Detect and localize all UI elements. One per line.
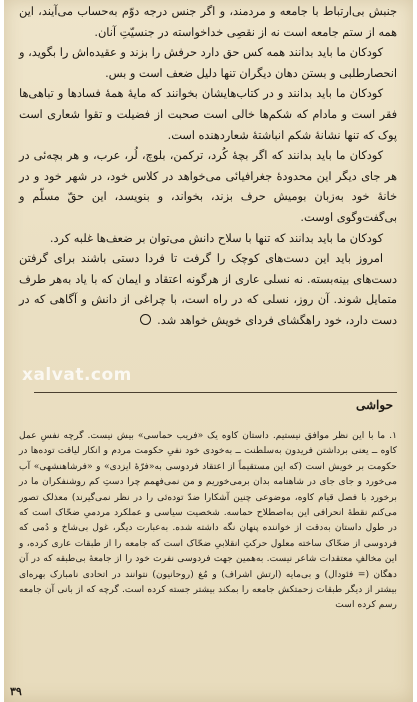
paragraph-6	[19, 249, 397, 331]
paragraph-4: کودکان ما باید بدانند که اگر بچۀ کُرد، ترکمن، بلوچ، لُر، عرب، و هر بچه‌ئی در هر جای دیگر این محدودۀ جغرافیائی می‌خواهد در کلاس خود، در شهر خود و در خانۀ خود به‌زبان بومیش حرف بزند، بخواند، و بنویسد، این حقّ مسلّم و بی‌گفت‌وگوی اوست.	[19, 149, 397, 224]
watermark: xalvat.com	[22, 365, 132, 385]
paragraph-2: کودکان ما باید بدانند همه کس حق دارد حرفش را بزند و عقیده‌اش را بگوید، و انحصارطلبی و بستن دهان دیگران تنها دلیل ضعف است و بس.	[19, 46, 397, 80]
notes-divider	[34, 392, 397, 393]
footnotes	[19, 428, 397, 613]
end-circle-mark	[140, 314, 151, 325]
footnote-1: ۱. ما با این نظر موافق نیستیم. داستان کاوه یک «فریب حماسی» بیش نیست. گرچه نفسِ عمل کاوه ــ یعنی برداشتن فریدون به‌سلطنت ــ به‌خودی خود نفیِ حکومت مردم و انکار لیاقت توده‌ها در حکومت بر خویش است (که این مستقیماً از اعتقاد فردوسی به«فرّهٔ ایزدی» و «فرشاهنشهی» آب می‌خورد و جای جای در شاهنامه بدان برمی‌خوریم و من نمی‌فهمم چرا دستِ کم روشنفکران ما در برخورد با فصل قیام کاوه، موضوعی چنین آشکارا ضدّ توده‌ئی را در نظر نمی‌گیرند) معذلک تصور می‌کنم نقطهٔ انحرافی این به‌اصطلاح حماسه. شخصیت سیاسی و عملکرد مردمیِ ضحّاک است که در طول داستان به‌دقت از خواننده پنهان نگه داشته شده. به‌عبارت دیگر، غول بی‌شاخ و دُمی که فردوسی از ضحّاک ساخته معلول حرکتِ انقلابیِ ضحّاک است که جامعه را از طبقات عاری کرده، و این مخالفِ معتقدات شاعر نیست. به‌همین جهت فردوسی نفرت خود را از جامعهٔ بی‌طبقه که در آن دهگان (= فئودال) و بی‌مایه (ارتش اشراف) و مُغ (روحانیون) نتوانند در اتحادی نامبارک بهره‌ای بیشتر از دیگر طبقات زحمتکش جامعه را بمکند بیشتر جسته کرده است. گرچه که از بانی آن جامعه رسم کرده است	[19, 430, 397, 611]
paragraph-6-text: امروز باید این دست‌های کوچک را گرفت تا فردا دستی باشند برای گرفتن دست‌های بینه‌بسته. نه نسلی عاری از هرگونه اعتقاد و ایمان که با یاد به‌هر طرف متمایل شوند. آن روز، نسلی که در راه است، با چراغی از دانش و آگاهی که در دست دارد، خود راهگشای فردای خویش خواهد شد.	[19, 252, 397, 327]
paragraph-5: کودکان ما باید بدانند که تنها با سلاح دانش می‌توان بر ضعف‌ها غلبه کرد.	[49, 231, 383, 245]
page-number: ۳۹	[10, 685, 22, 698]
main-text	[19, 2, 397, 332]
notes-heading: حواشی	[355, 398, 393, 412]
book-page	[4, 0, 413, 702]
paragraph-3: کودکان ما باید بدانند و در کتاب‌هایشان بخوانند که مایۀ همۀ فسادها و تباهی‌ها فقر است و مادام که شکم‌ها خالی است صحبت از فضیلت و تقوا شعاری است پوک که تنها نشانۀ شکم انباشتۀ شعاردهنده است.	[19, 87, 397, 142]
paragraph-1: جنبش بی‌ارتباط با جامعه و مردمند، و اگر جنس درجه دوّم به‌حساب می‌آیند، این همه از ستم جامعه است نه از نقصِی خداخواسته در جنسیّتِ آنان.	[19, 5, 397, 39]
